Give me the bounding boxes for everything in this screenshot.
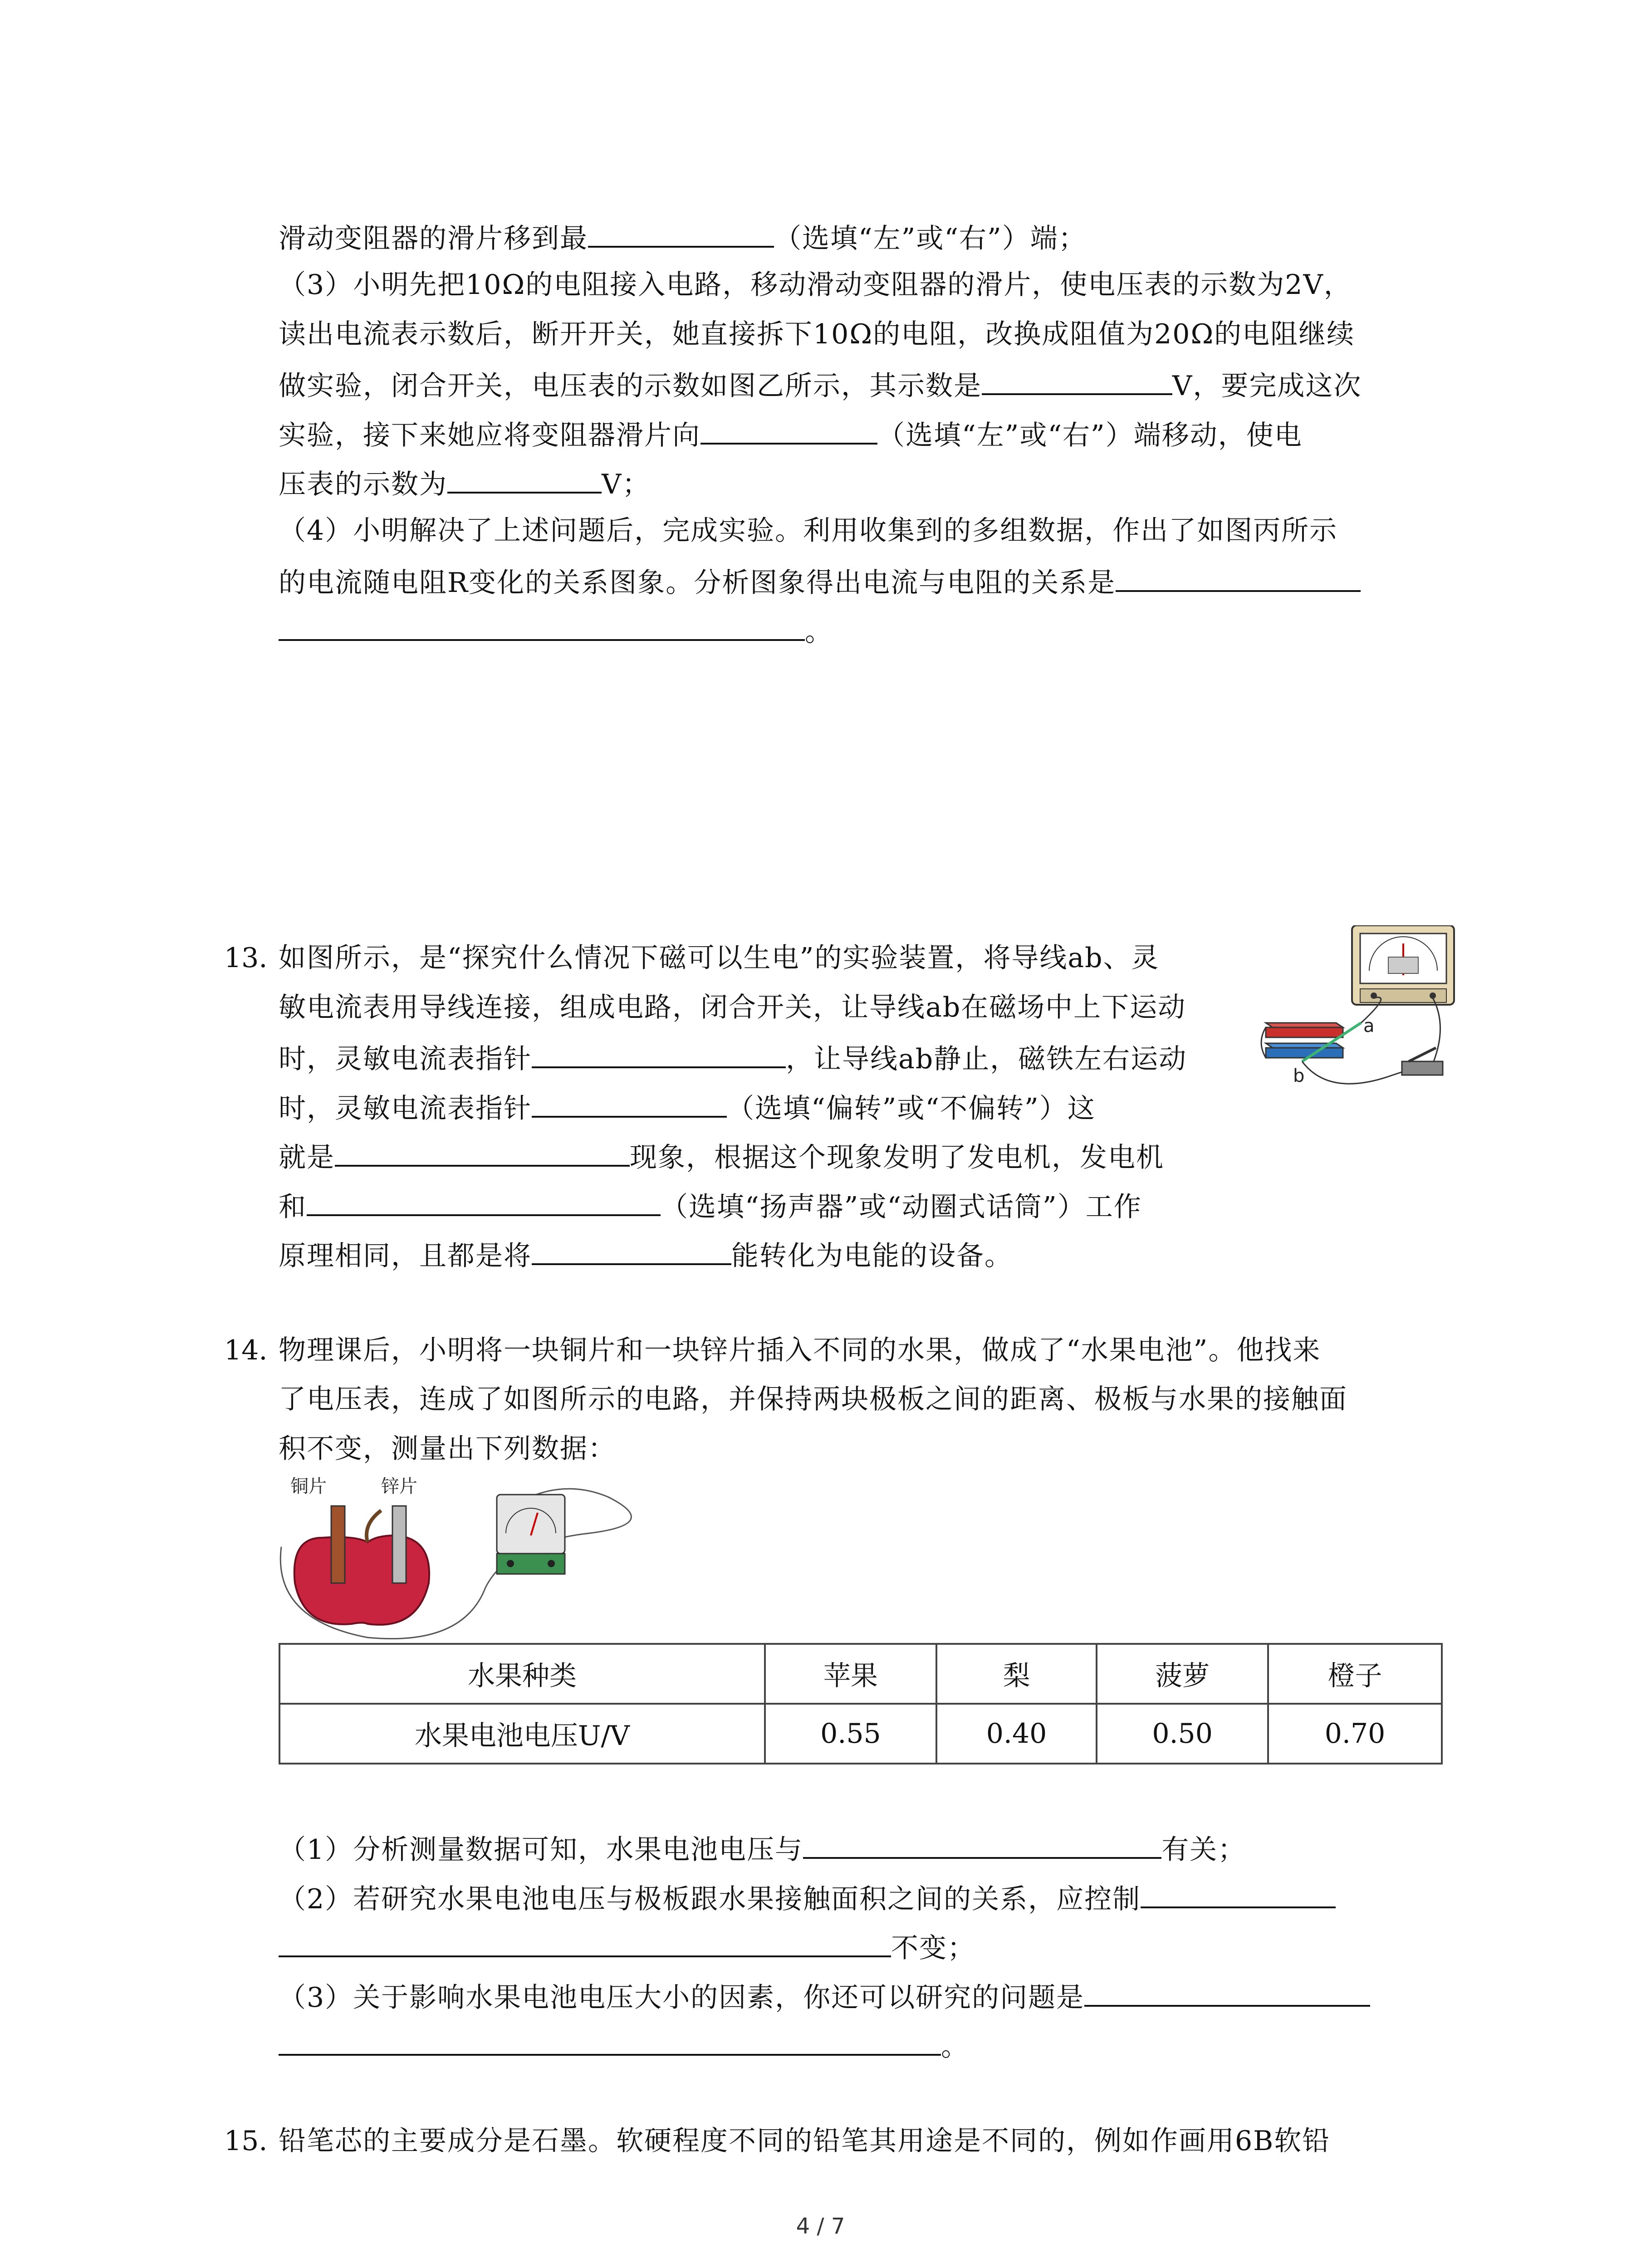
q12-blank-3[interactable] — [700, 415, 877, 445]
table-cell: 0.50 — [1097, 1704, 1268, 1764]
copper-label: 铜片 — [290, 1476, 327, 1497]
table-row — [279, 1704, 1442, 1764]
q12-blank-5b[interactable] — [279, 611, 805, 641]
q12-line-8: 的电流随电阻R变化的关系图象。分析图象得出电流与电阻的关系是 — [279, 562, 1361, 601]
q12-line-3: 读出电流表示数后，断开开关，她直接拆下10Ω的电阻，改换成阻值为20Ω的电阻继续 — [279, 318, 1355, 350]
q13-line-5: 就是 现象，根据这个现象发明了发电机，发电机 — [279, 1137, 1164, 1176]
q14-line-3: 积不变，测量出下列数据： — [279, 1433, 616, 1465]
q12-blank-4[interactable] — [447, 464, 602, 494]
q14-blank-1[interactable] — [803, 1829, 1161, 1859]
q13-blank-1[interactable] — [532, 1038, 786, 1068]
table-row-label: 水果电池电压U/V — [279, 1704, 765, 1764]
q14-sub-2-cont: 不变； — [279, 1927, 975, 1966]
q13-line-4: 时，灵敏电流表指针 （选填“偏转”或“不偏转”）这 — [279, 1088, 1096, 1127]
q14-line-2: 了电压表，连成了如图所示的电路，并保持两块极板之间的距离、极板与水果的接触面 — [279, 1383, 1347, 1415]
table-cell: 0.55 — [765, 1704, 936, 1764]
q15-line-1: 铅笔芯的主要成分是石墨。软硬程度不同的铅笔其用途是不同的，例如作画用6B软铅 — [279, 2125, 1331, 2157]
q12-blank-5a[interactable] — [1116, 562, 1361, 592]
q14-number: 14. — [224, 1334, 268, 1366]
table-header-cell: 水果种类 — [279, 1644, 765, 1704]
apple-icon — [294, 1510, 429, 1625]
q14-sub-1: （1）分析测量数据可知，水果电池电压与 有关； — [279, 1829, 1246, 1868]
q13-blank-4[interactable] — [307, 1186, 661, 1216]
table-header-cell: 苹果 — [765, 1644, 936, 1704]
q12-line-9: 。 — [279, 611, 833, 650]
q14-blank-3a[interactable] — [1084, 1977, 1370, 2007]
label-b: b — [1293, 1066, 1305, 1086]
q14-blank-3b[interactable] — [279, 2026, 941, 2056]
q14-sub-3-cont: 。 — [279, 2026, 969, 2065]
label-a: a — [1363, 1016, 1375, 1036]
galvanometer-icon — [1352, 925, 1454, 1005]
q12-line-7: （4）小明解决了上述问题后，完成实验。利用收集到的多组数据，作出了如图丙所示 — [279, 515, 1338, 547]
q12-line-1: 滑动变阻器的滑片移到最 （选填“左”或“右”）端； — [279, 218, 1087, 257]
zinc-plate — [392, 1506, 406, 1583]
q12-line-4: 做实验，闭合开关，电压表的示数如图乙所示，其示数是 V，要完成这次 — [279, 365, 1362, 404]
table-cell: 0.40 — [936, 1704, 1097, 1764]
q12-blank-2[interactable] — [982, 365, 1172, 395]
q13-blank-5[interactable] — [532, 1235, 731, 1265]
magnet-icon — [1261, 1023, 1343, 1058]
q13-line-2: 敏电流表用导线连接，组成电路，闭合开关，让导线ab在磁场中上下运动 — [279, 992, 1186, 1023]
q14-blank-2a[interactable] — [1141, 1878, 1336, 1908]
q13-figure — [1257, 925, 1456, 1098]
q13-line-7: 原理相同，且都是将 能转化为电能的设备。 — [279, 1235, 1013, 1274]
table-header-cell: 菠萝 — [1097, 1644, 1268, 1704]
table-row — [279, 1644, 1442, 1704]
table-cell: 0.70 — [1268, 1704, 1442, 1764]
q12-blank-1[interactable] — [588, 218, 774, 248]
q13-line-6: 和 （选填“扬声器”或“动圈式话筒”）工作 — [279, 1186, 1142, 1225]
q14-figure — [272, 1470, 681, 1647]
q13-line-3: 时，灵敏电流表指针 ，让导线ab静止，磁铁左右运动 — [279, 1038, 1187, 1077]
q14-sub-2: （2）若研究水果电池电压与极板跟水果接触面积之间的关系，应控制 — [279, 1878, 1336, 1917]
q12-line-2: （3）小明先把10Ω的电阻接入电路，移动滑动变阻器的滑片，使电压表的示数为2V， — [279, 269, 1352, 301]
q12-line-5: 实验，接下来她应将变阻器滑片向 （选填“左”或“右”）端移动，使电 — [279, 415, 1303, 454]
page-number: 4 / 7 — [796, 2214, 845, 2239]
q13-blank-3[interactable] — [335, 1137, 630, 1167]
q12-line-6: 压表的示数为 V； — [279, 464, 650, 503]
copper-plate — [331, 1506, 345, 1583]
voltmeter-icon — [497, 1495, 565, 1574]
fruit-voltage-table — [279, 1643, 1443, 1765]
q13-blank-2[interactable] — [532, 1088, 727, 1118]
table-header-cell: 梨 — [936, 1644, 1097, 1704]
q15-number: 15. — [224, 2125, 268, 2157]
zinc-label: 锌片 — [381, 1476, 417, 1497]
q14-sub-3: （3）关于影响水果电池电压大小的因素，你还可以研究的问题是 — [279, 1977, 1370, 2016]
q13-line-1: 如图所示，是“探究什么情况下磁可以生电”的实验装置，将导线ab、灵 — [279, 942, 1160, 974]
q13-number: 13. — [224, 942, 268, 974]
q14-line-1: 物理课后，小明将一块铜片和一块锌片插入不同的水果，做成了“水果电池”。他找来 — [279, 1334, 1321, 1366]
q14-blank-2b[interactable] — [279, 1927, 891, 1957]
table-header-cell: 橙子 — [1268, 1644, 1442, 1704]
